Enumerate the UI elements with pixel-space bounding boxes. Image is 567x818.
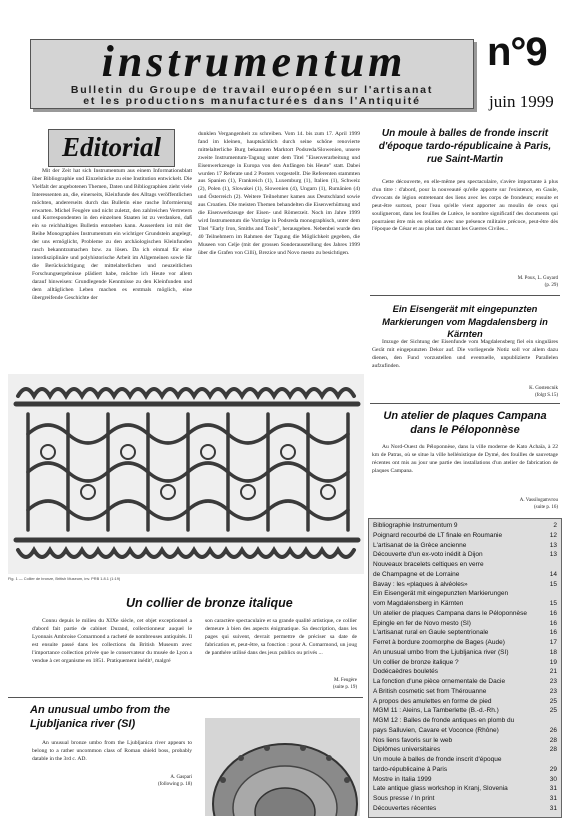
article-signature-umbo bbox=[100, 774, 192, 788]
toc-entry bbox=[373, 776, 557, 784]
article-signature-moule bbox=[372, 275, 558, 289]
toc-entry-page: 16 bbox=[549, 619, 557, 627]
toc-entry bbox=[373, 805, 557, 813]
bronze-collar-illustration bbox=[8, 374, 364, 574]
page-ref: (suite p. 16) bbox=[533, 505, 558, 510]
toc-entry-page: 2 bbox=[553, 522, 557, 529]
toc-entry-page: 17 bbox=[549, 639, 557, 646]
article-text-collier-1: Connu depuis le milieu du XIXe siècle, cet objet exceptionnel a d'abord fait partie de cabinet Durand, collectionneur auquel le Lyonnais Ambroise Comarmond a racheté de nombreuses antiquités. Il est ensuite passé dans les collections du British Museum avec l'importance collection privée que le conservateur du musée de Lyon a vendue à cet organisme en 1851. Pratiquement inédit¹, malgré bbox=[32, 618, 192, 664]
toc-entry bbox=[373, 766, 557, 774]
toc-entry bbox=[373, 707, 557, 715]
toc-entry bbox=[373, 581, 557, 589]
toc-entry-page: 25 bbox=[549, 697, 557, 705]
toc-entry-page: 23 bbox=[549, 678, 557, 685]
toc-entry-title: A propos des amulettes en forme de pied bbox=[373, 697, 492, 705]
article-text-eisen: Imzuge der Sichtung der Eisenfunde vom Magdalensberg fiel ein singuläres Gerät mit eingepunzten Dekor auf. Die vorliegende Notiz soll vor allem dazu dienen, den Fund vorzustellen und eventuelle, unpublizierte Parallelen aufzufinden. bbox=[372, 339, 558, 369]
toc-entry-page: 14 bbox=[549, 570, 557, 578]
toc-entry-title: Ferret à bordure zoomorphe de Bages (Aude) bbox=[373, 639, 505, 646]
journal-subtitle-line1: Bulletin du Groupe de travail européen sur l'artisanat bbox=[70, 84, 434, 96]
toc-entry-title: MGM 12 : Balles de fronde antiques en plomb du bbox=[373, 717, 515, 724]
article-title-eisen: Ein Eisengerät mit eingepunzten Markierungen vom Magdalensberg in Kärnten bbox=[382, 303, 548, 339]
divider bbox=[370, 403, 560, 404]
toc-entry-page: 19 bbox=[549, 658, 557, 666]
toc-entry bbox=[373, 746, 557, 754]
toc-entry bbox=[373, 620, 557, 628]
toc-entry-page: 15 bbox=[549, 600, 557, 607]
bronze-collar-photo bbox=[8, 374, 364, 574]
toc-entry-title: Poignard recourbé de LT finale en Roumanie bbox=[373, 531, 503, 539]
author: M. Feugère bbox=[333, 678, 357, 683]
toc-entry-title: Bibliographie Instrumentum 9 bbox=[373, 522, 458, 529]
article-text-atelier: Au Nord-Ouest du Péloponnèse, dans la ville moderne de Kato Achaïa, à 22 km de Patras, où se situe la ville hellénistique de Dymé, des fouilles de sauvetage récentes ont mis au jour une partie des installations d'un atelier de fabrication de plaques Campana. bbox=[372, 444, 558, 474]
journal-subtitle-line2: et les productions manufacturées dans l'Antiquité bbox=[83, 95, 421, 107]
toc-entry-page: 29 bbox=[549, 765, 557, 773]
toc-entry bbox=[373, 522, 557, 530]
toc-entry-title: Late antique glass workshop in Kranj, Slovenia bbox=[373, 785, 508, 793]
editorial-heading-box bbox=[48, 129, 175, 167]
author: A. Gaspari bbox=[170, 775, 192, 780]
photo-caption: Fig. 1 — Collier de bronze, British Museum, inv. PRB 1.8.1 (1:19) bbox=[8, 576, 121, 581]
toc-entry-title: Mostre in Italia 1999 bbox=[373, 775, 432, 783]
toc-entry-title: Diplômes universitaires bbox=[373, 746, 441, 754]
page-ref: (folgt S.15) bbox=[534, 393, 558, 398]
toc-entry-title: Dodécaèdres bouletés bbox=[373, 668, 439, 676]
toc-entry-title: Découvertes récentes bbox=[373, 804, 437, 812]
toc-entry bbox=[373, 668, 557, 676]
toc-entry-page: 23 bbox=[549, 687, 557, 695]
toc-entry-page: 15 bbox=[549, 580, 557, 588]
toc-entry-title: pays Salluvien, Cavare et Voconce (Rhône) bbox=[373, 726, 499, 734]
toc-entry-page: 21 bbox=[549, 668, 557, 676]
toc-entry bbox=[373, 688, 557, 696]
toc-entry bbox=[373, 561, 557, 569]
toc-entry bbox=[373, 551, 557, 559]
toc-entry-page: 13 bbox=[549, 541, 557, 549]
toc-entry bbox=[373, 532, 557, 540]
toc-entry bbox=[373, 542, 557, 550]
toc-entry bbox=[373, 600, 557, 608]
toc-entry-title: Découverte d'un ex-voto inédit à Dijon bbox=[373, 551, 483, 559]
article-text-moule: Cette découverte, en elle-même peu spectaculaire, s'avère importante à plus d'un titre : d'abord, pour la nouveauté qu'elle apporte sur l'existence, en Gaule, d'evocats de légion entretenant des liens avec les corps de frondeurs; ensuite et peut-être surtout, pour l'eau qu'elle vient apporter au moulin de ceux qui souligneront, dans les fouilles de Lutèce, le nombre significatif des documents qui pourraient être mis en relation avec une présence militaire précoce, peut-être dès l'époque de César et au plus tard durant les Guerres Civiles... bbox=[372, 179, 558, 233]
toc-entry-page: 31 bbox=[549, 785, 557, 793]
toc-entry-page: 13 bbox=[549, 551, 557, 559]
toc-entry-page: 18 bbox=[549, 648, 557, 656]
article-signature-eisen bbox=[372, 385, 558, 399]
article-text-umbo: An unusual bronze umbo from the Ljubljanica river appears to belong to a rather uncommon class of Roman shield boss, probably datable in the 3rd c. AD. bbox=[32, 740, 192, 762]
umbo-illustration bbox=[205, 718, 360, 816]
article-signature-atelier bbox=[372, 497, 558, 511]
issue-date: juin 1999 bbox=[489, 92, 554, 111]
toc-entry bbox=[373, 639, 557, 647]
toc-entry bbox=[373, 698, 557, 706]
toc-entry-title: Bavay : les «plaques à alvéoles» bbox=[373, 580, 468, 588]
page-ref: (suite p. 19) bbox=[332, 685, 357, 690]
toc-entry bbox=[373, 678, 557, 686]
article-title-atelier: Un atelier de plaques Campana dans le Péloponnèse bbox=[383, 410, 547, 436]
toc-entry-title: Un atelier de plaques Campana dans le Péloponnèse bbox=[373, 609, 527, 617]
divider bbox=[370, 295, 560, 296]
toc-entry-page: 16 bbox=[549, 609, 557, 617]
toc-entry-title: de Champagne et de Lorraine bbox=[373, 570, 460, 578]
toc-entry bbox=[373, 610, 557, 618]
page-ref: (p. 29) bbox=[544, 283, 558, 288]
toc-entry-title: L'artisanat de la Grèce ancienne bbox=[373, 541, 467, 549]
article-title-collier: Un collier de bronze italique bbox=[126, 596, 293, 610]
toc-entry-title: An unusual umbo from the Ljubljanica river (SI) bbox=[373, 648, 509, 656]
author: K. Gostencnik bbox=[529, 386, 558, 391]
author: M. Poux, L. Guyard bbox=[517, 276, 558, 281]
toc-entry bbox=[373, 649, 557, 657]
toc-entry-title: Sous presse / In print bbox=[373, 795, 435, 802]
editorial-heading: Editorial bbox=[61, 132, 162, 162]
toc-entry bbox=[373, 756, 557, 764]
article-signature-collier bbox=[205, 677, 357, 691]
masthead-banner bbox=[30, 39, 474, 109]
toc-entry-page: 16 bbox=[549, 629, 557, 637]
page-ref: (following p. 18) bbox=[157, 782, 192, 787]
toc-entry bbox=[373, 571, 557, 579]
toc-entry-title: Nos liens favoris sur le web bbox=[373, 736, 453, 744]
journal-title: instrumentum bbox=[101, 37, 407, 86]
toc-entry bbox=[373, 717, 557, 725]
article-title-moule: Un moule à balles de fronde inscrit d'époque tardo-républicaine à Paris, rue Saint-Martin bbox=[378, 128, 552, 166]
toc-entry-page: 31 bbox=[549, 795, 557, 802]
toc-entry-title: MGM 11 : Aleins, La Tamberlette (B.-d.-Rh.) bbox=[373, 707, 499, 715]
toc-entry-title: Ein Eisengerät mit eingepunzten Markierungen bbox=[373, 590, 509, 598]
toc-entry-page: 30 bbox=[549, 775, 557, 783]
toc-entry-title: vom Magdalensberg in Kärnten bbox=[373, 600, 464, 607]
toc-entry-page: 25 bbox=[549, 707, 557, 715]
toc-entry-title: A British cosmetic set from Thérouanne bbox=[373, 687, 487, 695]
table-of-contents bbox=[368, 518, 562, 818]
editorial-column-1: Mit der Zeit hat sich Instrumentum aus einem Informationsblatt über Bibliographie und Einzelstücke zu eine Institution entwickelt. Die Vielfalt der angebotenen Themen, Daten und Bibliographien zieht viele Interessenten an, die, einerseits, Kleinfunde des Alltags veröffentlichen möchten, andererseits durch das Bulletin eine rasche Informierung erwarten. Michel Feugère und nicht zuletzt, den zahlreichen Vertretern und Korrespondenten in den einzelnen Staaten ist zu verdanken, daß ein so reichhaltiges Bulletin entstehen kann. Ausserdem ist mit der Reihe Monographies Instrumentum ein wichtiger Grundstein angelegt, der uns ermöglicht, Probleme zu den archäologischen Kleinfunden rasch bekanntzumachen bzw. zu lösen. Da ich einmal für eine interdisziplinäre und polyhistorische Arbeit im Allgemeinen sowie für die Berücksichtigung der mittelalterlichen und neuzeitlichen Forschungsergebnisse plädiert habe, möchte ich Heute vor allem darauf hinweisen: Grundlegende Kenntnisse zu den Kleinfunden und dem alltäglichen Leben machen es erstmals möglich, eine übergreifende Geschichte der bbox=[32, 168, 193, 301]
toc-entry-page: 12 bbox=[549, 531, 557, 539]
toc-entry-title: tardo-républicaine à Paris bbox=[373, 765, 448, 773]
issue-number: n°9 bbox=[487, 30, 547, 74]
toc-entry bbox=[373, 737, 557, 745]
toc-entry-title: L'artisanat rural en Gaule septentrionale bbox=[373, 629, 489, 637]
toc-entry-title: Un collier de bronze italique ? bbox=[373, 658, 459, 666]
toc-entry bbox=[373, 659, 557, 667]
toc-entry bbox=[373, 785, 557, 793]
toc-entry-page: 28 bbox=[549, 736, 557, 744]
toc-entry-page: 28 bbox=[549, 746, 557, 754]
editorial-column-2: dunklen Vergangenheit zu schreiben. Vom 14. bis zum 17. April 1999 fand im kleinen, hauptsächlich durch seine schöne renovierte mittelalterliche Burg bekannten Marktort Podsreda/Slowenien, unsere zweite Instrumentum-Tagung unter dem Titel "Eisenverarbeitung und Eisenwerkzeuge in Europa von den Anfängen bis Heute" statt. Dabei wurden 17 Referate und 2 Posters vorgestellt. Die Referenten stammten aus Spanien (1), Frankreich (1), Luxemburg (1), Italien (1), Schweiz (2), Polen (1), Slowakei (1), Slowenien (4), Ungarn (1), Rumänien (4) und Österreich (2). Weitere Teilnehmer kamen aus Deutschland sowie aus Croatien. Die meisten Themen behandelten die Eisenverhüttung und die Eisenwerkzeuge der Eisen- und Römerzeit. Noch im Jahre 1999 wird Instrumentum die Vorträge in Podsreda monographisch, unter dem Titel "Early Iron, Smiths and Tools", herausgeben. Nebenbei wurde den 40 Teilnehmern im Rahmen der Tagung die Möglichkeit gegeben, die Museen von Celje (mit der grossen Sonderausstellung des Jahres 1999 über die Grafen von Cilli), Brezice und Novo mesto zu besichtigen. bbox=[198, 131, 360, 256]
article-title-umbo: An unusual umbo from the Ljubljanica river (SI) bbox=[30, 704, 170, 730]
toc-entry-page: 26 bbox=[549, 726, 557, 734]
author: A. Vassilogamvrou bbox=[519, 498, 558, 503]
toc-entry bbox=[373, 629, 557, 637]
umbo-photo bbox=[205, 718, 360, 816]
toc-entry-title: La fonction d'une pièce ornementale de Dacie bbox=[373, 678, 506, 685]
toc-entry-title: Un moule à balles de fronde inscrit d'époque bbox=[373, 756, 502, 763]
toc-entry-title: Nouveaux bracelets celtiques en verre bbox=[373, 561, 484, 568]
article-text-collier-2: son caractère spectaculaire et sa grande qualité artistique, ce collier demeure à bien des aspects énigmatique. Sa description, dans les pages qui suivent, devrait permettre de préciser sa date de fabrication et, peut-être, sa fonction : pour A. Comarmond, un joug de panthère utilisé dans des jeux publics ou privés ... bbox=[205, 618, 357, 656]
toc-entry-page: 31 bbox=[549, 804, 557, 812]
toc-entry bbox=[373, 795, 557, 803]
divider bbox=[8, 697, 363, 698]
toc-entry bbox=[373, 590, 557, 598]
toc-entry bbox=[373, 727, 557, 735]
toc-entry-title: Epingle en fer de Novo mesto (SI) bbox=[373, 619, 471, 627]
